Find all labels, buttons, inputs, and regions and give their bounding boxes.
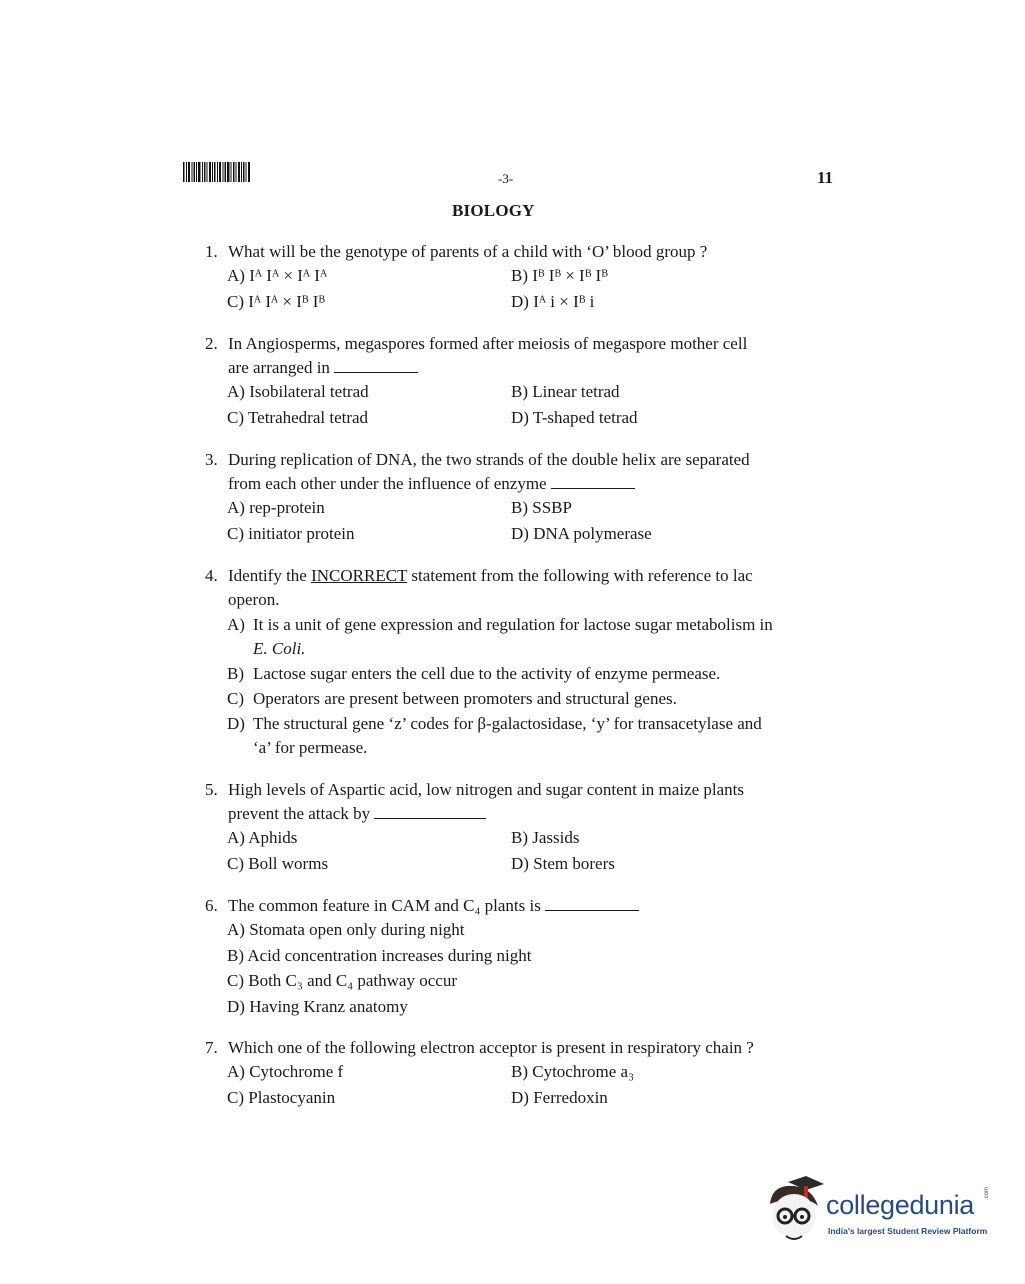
question-5 [205,778,845,877]
question-text: During replication of DNA, the two strands of the double helix are separated [228,450,750,469]
question-number: 3. [205,450,218,469]
question-2 [205,332,845,431]
option-a: A) Cytochrome f [227,1062,344,1081]
option-text: Ferredoxin [533,1087,608,1107]
option-b: B) Cytochrome a₃ [511,1062,635,1081]
option-text: Operators are present between promoters and structural genes. [253,689,677,708]
option-text: Isobilateral tetrad [249,382,369,401]
question-number: 7. [205,1038,218,1057]
option-c: C) Operators are present between promoters and structural genes. [227,689,677,708]
collegedunia-wordmark: collegedunia [826,1190,975,1220]
option-text-cont: E. Coli. [253,639,306,658]
option-text: Acid concentration increases during night [247,945,532,965]
option-text: Jassids [532,828,580,847]
option-text: Tetrahedral tetrad [247,407,369,427]
option-a: A) Aphids [227,828,298,847]
question-text: statement from the following with reference to lac [411,566,753,585]
option-text-cont: ‘a’ for permease. [253,738,368,757]
question-3 [205,448,845,547]
option-d: D) DNA polymerase [511,523,652,543]
option-text: Iᴮ Iᴮ × Iᴮ Iᴮ [532,266,608,285]
answer-blank [334,358,418,373]
option-text: Lactose sugar enters the cell due to the activity of enzyme permease. [253,664,721,683]
answer-blank [374,804,486,819]
question-number: 4. [205,566,218,585]
option-text: Both C₃ and C₄ pathway occur [248,971,457,990]
option-text: Iᴬ i × Iᴮ i [533,291,595,311]
question-text-cont: from each other under the influence of enzyme [228,474,547,493]
option-b: B) Acid concentration increases during night [227,945,532,965]
option-b: B) Jassids [511,828,580,847]
option-text: Cytochrome a₃ [532,1062,635,1081]
option-text: initiator protein [248,523,355,543]
option-c: C) Tetrahedral tetrad [227,407,369,427]
question-text-cont: prevent the attack by [228,804,371,823]
barcode-icon [183,162,250,182]
question-number: 6. [205,896,218,915]
question-4 [205,564,845,760]
option-b: B) Linear tetrad [511,382,620,401]
question-number: 5. [205,780,218,799]
collegedunia-tagline: India's largest Student Review Platform [828,1226,988,1236]
question-1 [205,240,845,315]
option-text: Iᴬ Iᴬ × Iᴮ Iᴮ [248,291,325,311]
option-text: rep-protein [249,498,325,517]
option-d: D) Stem borers [511,853,615,873]
question-6 [205,894,845,1020]
option-d: D) Having Kranz anatomy [227,996,408,1016]
answer-blank [551,474,635,489]
option-text: Iᴬ Iᴬ × Iᴬ Iᴬ [249,266,328,285]
option-c: C) Plastocyanin [227,1087,336,1107]
option-text: Stomata open only during night [249,920,465,939]
option-d: D) Iᴬ i × Iᴮ i [511,291,595,311]
option-text: Plastocyanin [248,1087,336,1107]
option-text: T-shaped tetrad [532,407,638,427]
option-text: Aphids [248,828,298,847]
option-text: Having Kranz anatomy [249,996,408,1016]
question-number: 2. [205,334,218,353]
question-text: Which one of the following electron acceptor is present in respiratory chain ? [228,1038,754,1057]
option-a: A) Stomata open only during night [227,920,465,939]
option-c: C) Both C₃ and C₄ pathway occur [227,971,457,990]
question-text-cont: operon. [228,590,280,609]
option-c: C) Boll worms [227,853,329,873]
question-text: Identify the [228,566,307,585]
option-text: The structural gene ‘z’ codes for β-galactosidase, ‘y’ for transacetylase and [253,714,762,733]
option-text: Linear tetrad [532,382,620,401]
question-text: The common feature in CAM and C₄ plants is [228,896,541,915]
option-b: B) SSBP [511,498,572,517]
question-text: What will be the genotype of parents of a child with ‘O’ blood group ? [228,242,708,261]
option-c: C) initiator protein [227,523,355,543]
page-number: -3- [498,171,514,186]
option-c: C) Iᴬ Iᴬ × Iᴮ Iᴮ [227,291,325,311]
booklet-code: 11 [817,168,834,187]
option-b: B) Iᴮ Iᴮ × Iᴮ Iᴮ [511,266,608,285]
subject-title: BIOLOGY [452,201,535,220]
question-number: 1. [205,242,218,261]
option-a: A) It is a unit of gene expression and regulation for lactose sugar metabolism in E. Coli. [227,615,773,658]
question-text-cont: are arranged in [228,358,330,377]
collegedunia-suffix: .com [984,1186,990,1200]
option-text: DNA polymerase [533,523,652,543]
option-text: Boll worms [248,853,329,873]
option-d: D) The structural gene ‘z’ codes for β-galactosidase, ‘y’ for transacetylase and ‘a’ for permease. [227,714,762,757]
option-text: Stem borers [533,853,615,873]
option-a: A) rep-protein [227,498,325,517]
question-text: In Angiosperms, megaspores formed after meiosis of megaspore mother cell [228,334,748,353]
option-b: B) Lactose sugar enters the cell due to the activity of enzyme permease. [227,664,721,683]
option-text: SSBP [532,498,572,517]
option-a: A) Isobilateral tetrad [227,382,369,401]
emphasis-incorrect: INCORRECT [311,566,408,585]
option-text: Cytochrome f [249,1062,344,1081]
option-d: D) T-shaped tetrad [511,407,638,427]
option-text: It is a unit of gene expression and regulation for lactose sugar metabolism in [253,615,773,634]
question-7 [205,1036,845,1111]
answer-blank [545,896,639,911]
option-a: A) Iᴬ Iᴬ × Iᴬ Iᴬ [227,266,328,285]
question-text: High levels of Aspartic acid, low nitrogen and sugar content in maize plants [228,780,745,799]
option-d: D) Ferredoxin [511,1087,608,1107]
